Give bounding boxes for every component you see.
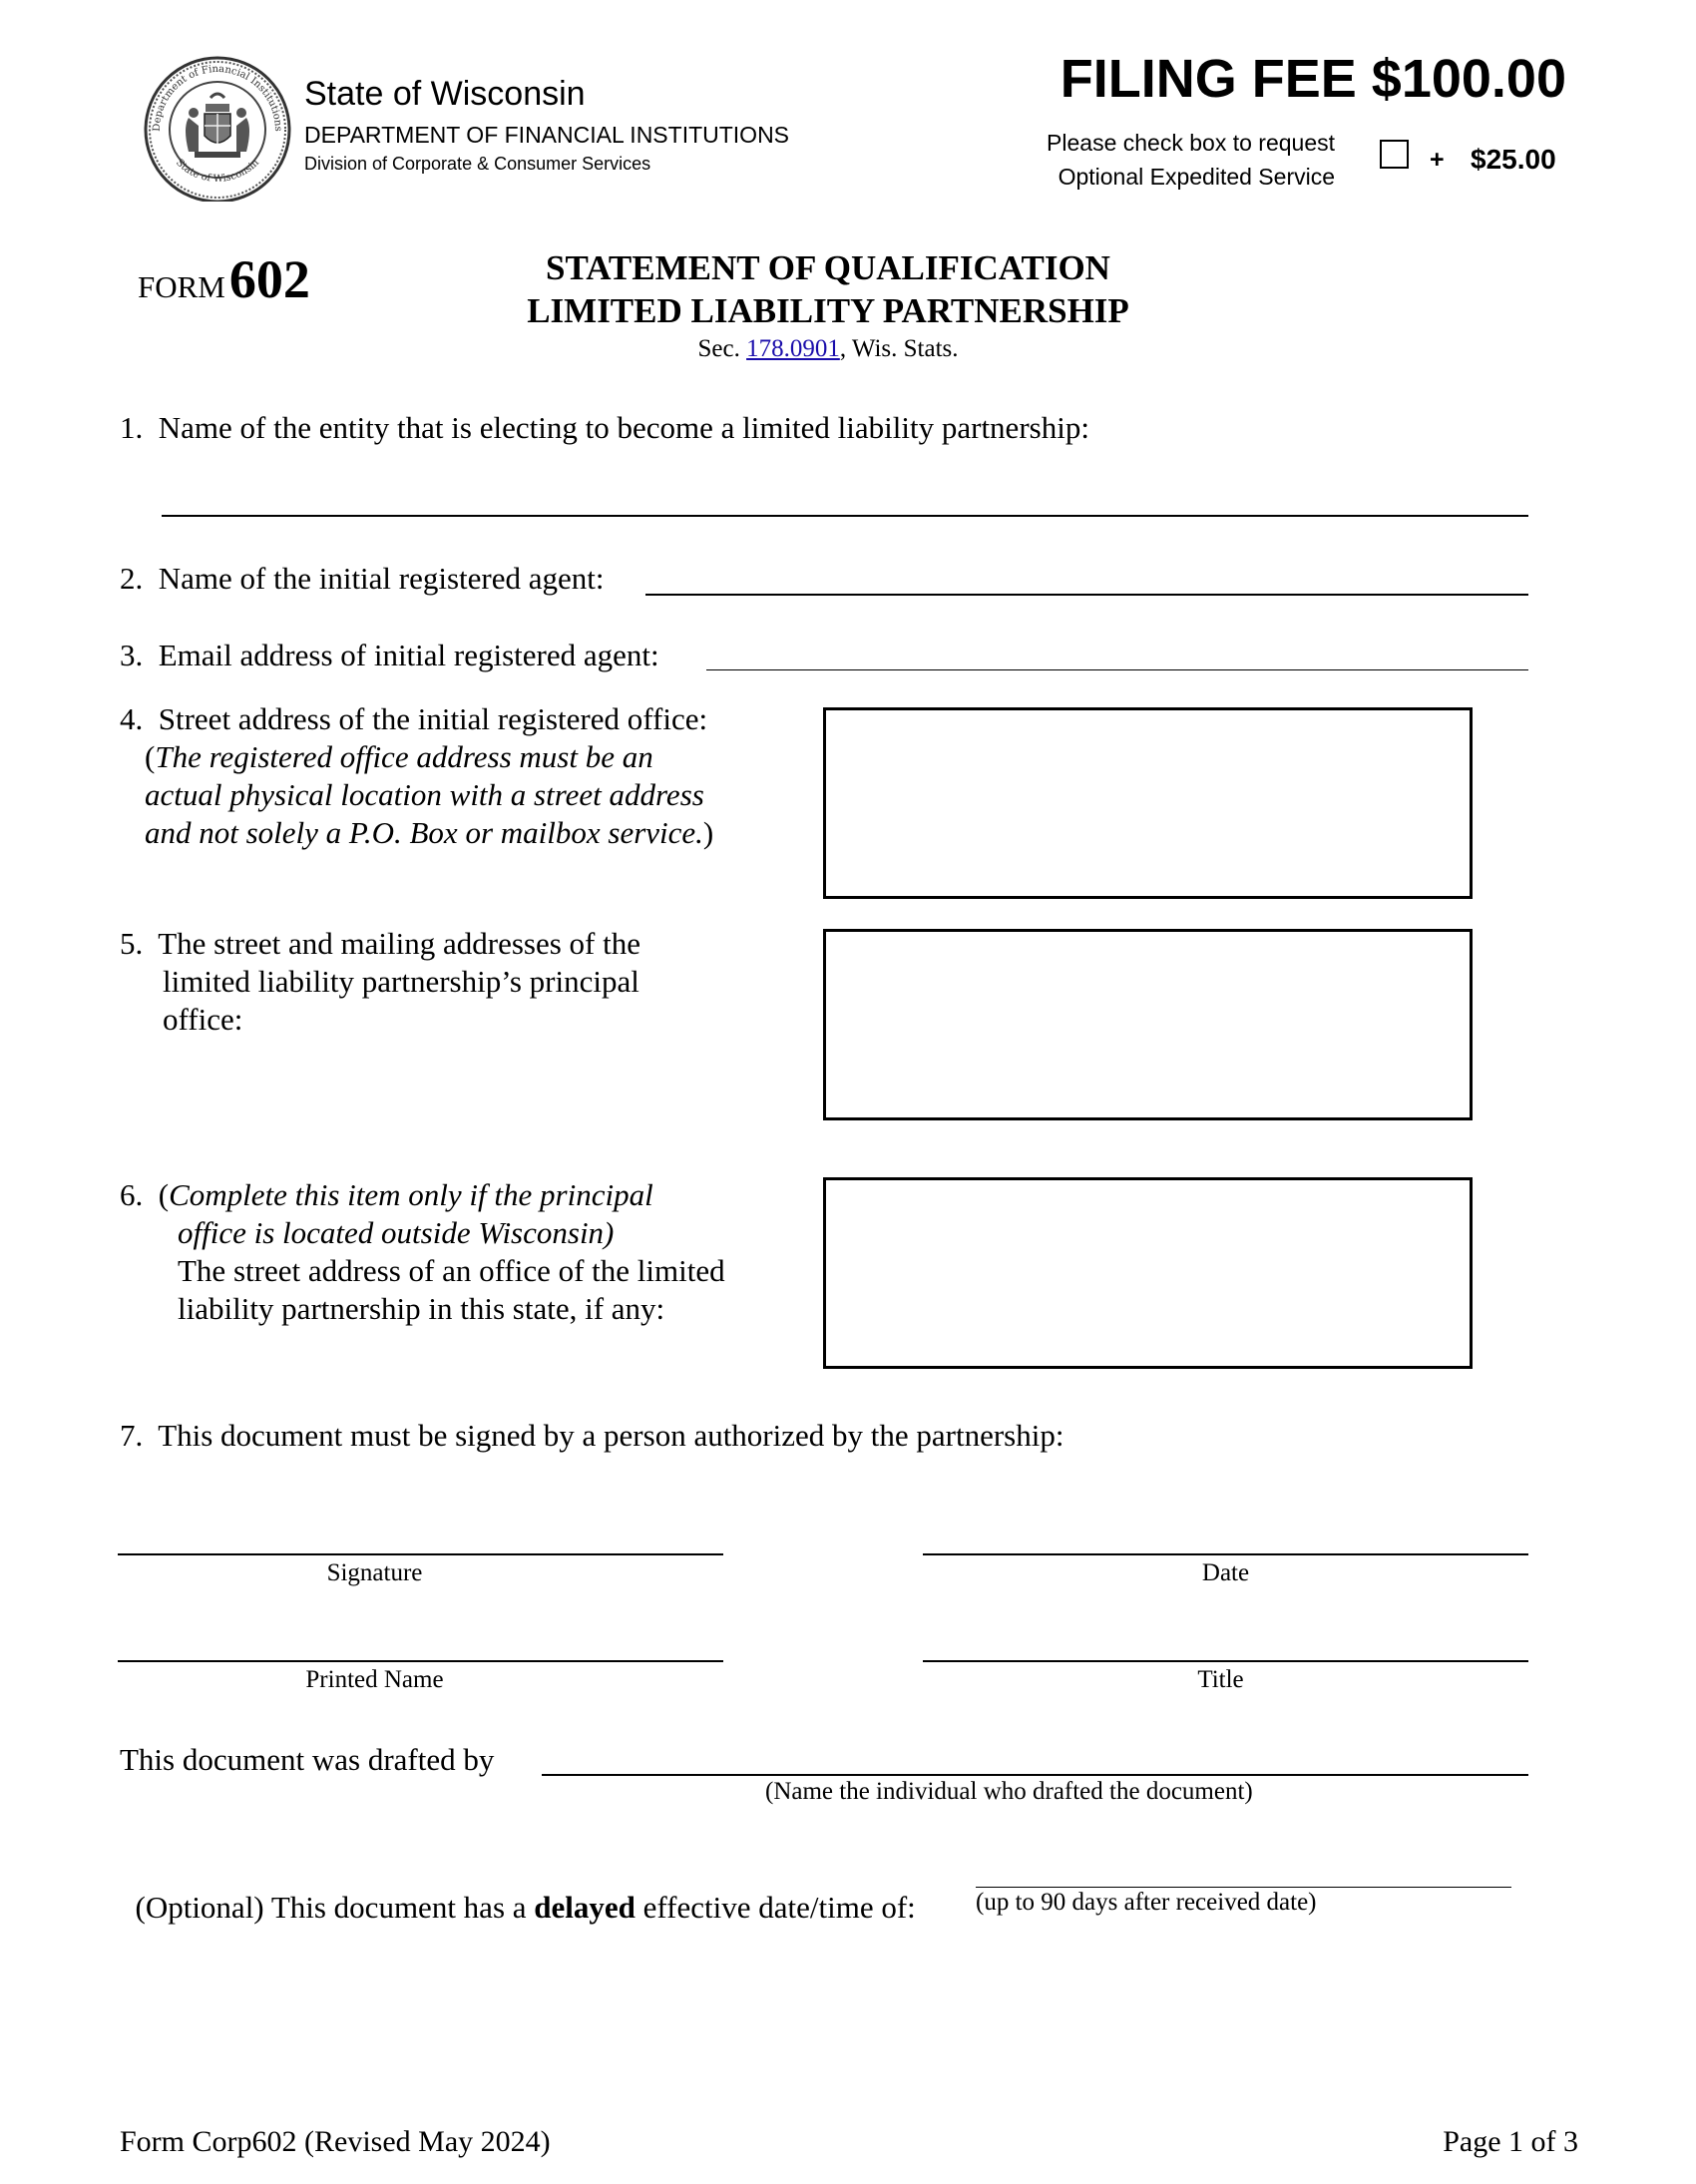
item-4-note-open: ( <box>145 739 156 774</box>
registered-office-address-box[interactable] <box>823 707 1473 899</box>
drafted-by-field[interactable] <box>542 1774 1528 1776</box>
statute-suffix: , Wis. Stats. <box>839 335 959 362</box>
item-5-line-3: office: <box>163 1002 243 1037</box>
item-4-note <box>145 738 793 852</box>
item-4-note-line-2 <box>145 776 793 814</box>
delayed-date-label <box>120 1851 916 1927</box>
item-6-italic-2: office is located outside Wisconsin) <box>178 1215 615 1250</box>
expedite-fee: $25.00 <box>1471 144 1556 175</box>
statute-reference <box>439 332 1217 366</box>
drafted-by-hint: (Name the individual who drafted the document) <box>765 1778 1253 1805</box>
statute-link[interactable]: 178.0901 <box>746 335 840 362</box>
date-label: Date <box>1201 1559 1250 1586</box>
printed-name-label: Printed Name <box>305 1666 444 1693</box>
signature-label: Signature <box>326 1559 423 1586</box>
expedite-line-2: Optional Expedited Service <box>1058 164 1335 190</box>
date-field[interactable] <box>923 1553 1528 1555</box>
state-name: State of Wisconsin <box>304 75 586 113</box>
signature-field[interactable] <box>118 1553 723 1555</box>
item-4-note-line-1 <box>145 738 793 776</box>
form-label <box>138 249 310 323</box>
item-5-line-1: 5. The street and mailing addresses of the <box>120 926 640 961</box>
registered-agent-field[interactable] <box>645 594 1528 596</box>
item-5-label <box>120 925 768 1039</box>
division-name: Division of Corporate & Consumer Services <box>304 154 651 174</box>
expedite-checkbox[interactable] <box>1380 140 1409 169</box>
delayed-prefix: (Optional) This document has a <box>135 1890 535 1925</box>
form-title <box>439 246 1217 366</box>
printed-name-field[interactable] <box>118 1660 723 1662</box>
title-label: Title <box>1197 1666 1244 1693</box>
item-6-number: 6. ( <box>120 1177 170 1212</box>
item-4-note-close: ) <box>702 815 714 850</box>
svg-text:Department of Financial Instit: Department of Financial Institutions <box>151 63 284 132</box>
item-6-line-1 <box>120 1176 798 1214</box>
title-line-1: STATEMENT OF QUALIFICATION <box>546 248 1110 287</box>
svg-text:State of Wisconsin: State of Wisconsin <box>174 157 261 185</box>
footer-form-revision: Form Corp602 (Revised May 2024) <box>120 2125 551 2158</box>
item-4-note-text-1: The registered office address must be an <box>155 739 653 774</box>
delayed-date-hint: (up to 90 days after received date) <box>976 1889 1317 1916</box>
item-6-line-4: liability partnership in this state, if any: <box>178 1291 665 1326</box>
expedite-plus: + <box>1430 146 1445 174</box>
item-6-line-3: The street address of an office of the limited <box>178 1253 725 1288</box>
item-6-line-2 <box>120 1214 798 1252</box>
item-6-italic-1: Complete this item only if the principal <box>169 1177 653 1212</box>
item-4-note-line-3 <box>145 814 793 852</box>
expedite-text <box>1047 126 1335 194</box>
title-line-2: LIMITED LIABILITY PARTNERSHIP <box>527 291 1129 330</box>
item-6-label <box>120 1176 798 1328</box>
item-4-note-text-3: and not solely a P.O. Box or mailbox service. <box>145 815 703 850</box>
delayed-suffix: effective date/time of: <box>635 1890 916 1925</box>
state-seal <box>133 52 302 202</box>
item-4-note-text-2: actual physical location with a street address <box>145 777 704 812</box>
form-word: FORM <box>138 269 225 304</box>
expedite-line-1: Please check box to request <box>1047 130 1335 156</box>
item-1-label: 1. Name of the entity that is electing to become a limited liability partnership: <box>120 410 1089 445</box>
footer-page-number: Page 1 of 3 <box>1443 2125 1578 2158</box>
statute-prefix: Sec. <box>697 335 740 362</box>
entity-name-field[interactable] <box>162 515 1528 517</box>
item-4-label: 4. Street address of the initial registered office: <box>120 701 708 736</box>
agent-email-field[interactable] <box>706 669 1528 670</box>
in-state-office-address-box[interactable] <box>823 1177 1473 1369</box>
item-2-label: 2. Name of the initial registered agent: <box>120 561 605 596</box>
delayed-bold: delayed <box>534 1890 636 1925</box>
item-3-label: 3. Email address of initial registered agent: <box>120 638 659 672</box>
filing-fee: FILING FEE $100.00 <box>1060 49 1566 109</box>
drafted-by-label: This document was drafted by <box>120 1742 495 1777</box>
title-field[interactable] <box>923 1660 1528 1662</box>
item-5-line-2: limited liability partnership’s principal <box>163 964 639 999</box>
principal-office-address-box[interactable] <box>823 929 1473 1120</box>
department-name: DEPARTMENT OF FINANCIAL INSTITUTIONS <box>304 122 790 148</box>
item-7-label: 7. This document must be signed by a person authorized by the partnership: <box>120 1418 1064 1453</box>
form-number: 602 <box>228 249 310 309</box>
delayed-date-field[interactable] <box>976 1887 1511 1888</box>
